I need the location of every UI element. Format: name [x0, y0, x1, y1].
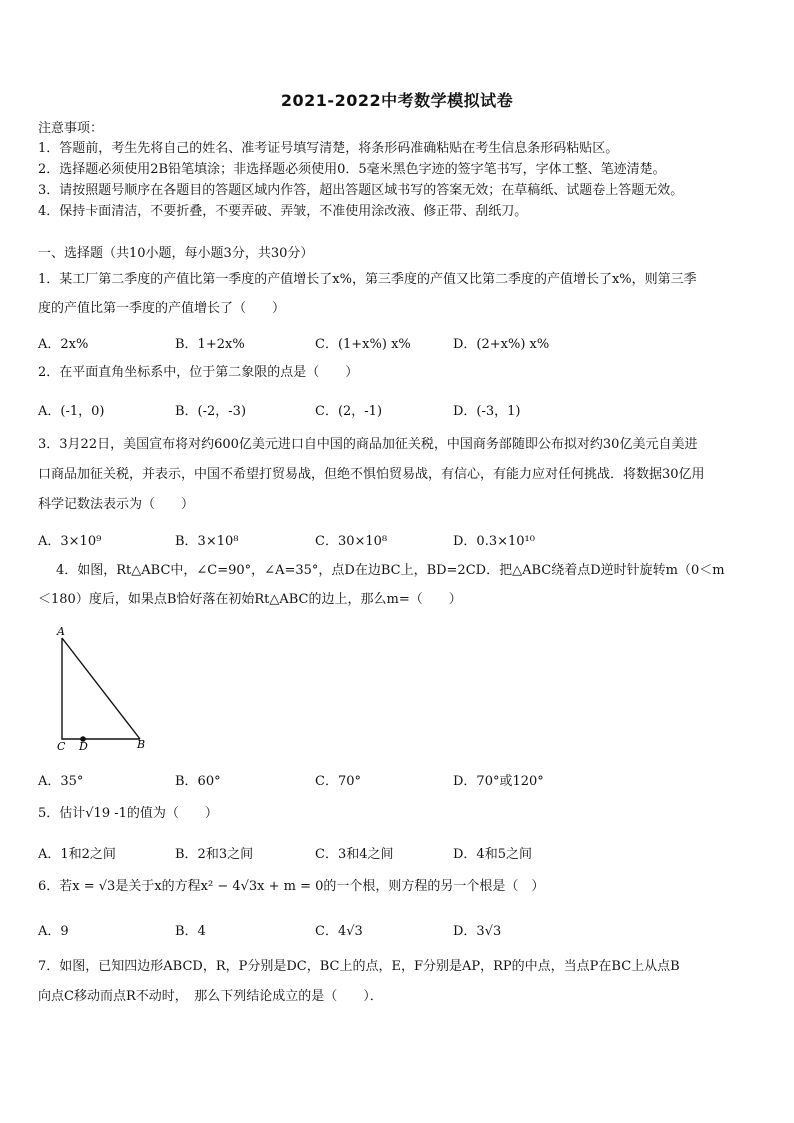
question-7-line-1: 7．如图，已知四边形ABCD，R，P分别是DC，BC上的点，E，F分别是AP，RP的中点，当点P在BC上从点B	[38, 959, 680, 974]
label-b: B	[137, 738, 146, 751]
question-3-option-a[interactable]: A．3×10⁹	[38, 534, 102, 549]
notice-item: 1．答题前，考生先将自己的姓名、准考证号填写清楚，将条形码准确粘贴在考生信息条形码粘贴区。	[38, 141, 619, 156]
exam-title: 2021-2022中考数学模拟试卷	[280, 91, 514, 110]
question-6-option-c[interactable]: C．4√3	[315, 924, 363, 939]
label-d: D	[79, 740, 88, 752]
question-3-option-b[interactable]: B．3×10⁸	[175, 534, 239, 549]
question-1-option-d[interactable]: D．(2+x%) x%	[453, 337, 550, 352]
label-c: C	[57, 740, 66, 752]
question-2-option-c[interactable]: C．(2，-1)	[315, 404, 383, 419]
question-2-option-b[interactable]: B．(-2，-3)	[175, 404, 247, 419]
question-5-option-c[interactable]: C．3和4之间	[315, 847, 394, 862]
section-heading: 一、选择题（共10小题，每小题3分，共30分）	[38, 246, 314, 261]
question-6-option-b[interactable]: B．4	[175, 924, 206, 939]
question-4-option-d[interactable]: D．70°或120°	[453, 774, 544, 789]
question-2-option-d[interactable]: D．(-3，1)	[453, 404, 521, 419]
question-4-option-c[interactable]: C．70°	[315, 774, 361, 789]
question-3-line-2: 口商品加征关税，并表示，中国不希望打贸易战，但绝不惧怕贸易战，有信心，有能力应对任何挑战．将数据30亿用	[38, 467, 705, 482]
question-1-option-c[interactable]: C．(1+x%) x%	[315, 337, 411, 352]
question-1-option-b[interactable]: B．1+2x%	[175, 337, 245, 352]
question-6-option-d[interactable]: D．3√3	[453, 924, 502, 939]
question-1-line-2: 度的产值比第一季度的产值增长了（ ）	[38, 301, 286, 316]
label-a: A	[57, 625, 65, 638]
question-3-option-c[interactable]: C．30×10⁸	[315, 534, 388, 549]
question-3-line-1: 3．3月22日，美国宣布将对约600亿美元进口自中国的商品加征关税，中国商务部随即公布拟对约30亿美元自美进	[38, 437, 698, 452]
question-5-option-d[interactable]: D．4和5之间	[453, 847, 532, 862]
notice-item: 3．请按照题号顺序在各题目的答题区域内作答，超出答题区域书写的答案无效；在草稿纸、试题卷上答题无效。	[38, 183, 684, 198]
question-5-line-1: 5．估计√19 -1的值为（ ）	[38, 806, 218, 821]
question-5-option-a[interactable]: A．1和2之间	[38, 847, 116, 862]
triangle-diagram	[48, 624, 152, 752]
question-4-option-a[interactable]: A．35°	[38, 774, 84, 789]
question-6-line-1: 6．若x = √3是关于x的方程x² − 4√3x + m = 0的一个根，则方程的另一个根是（ ）	[38, 879, 545, 894]
question-1-line-1: 1．某工厂第二季度的产值比第一季度的产值增长了x%，第三季度的产值又比第二季度的产值增长了x%，则第三季	[38, 272, 697, 287]
question-6-option-a[interactable]: A．9	[38, 924, 69, 939]
question-3-line-3: 科学记数法表示为（ ）	[38, 497, 195, 512]
notice-item: 2．选择题必须使用2B铅笔填涂；非选择题必须使用0．5毫米黑色字迹的签字笔书写，字体工整、笔迹清楚。	[38, 162, 666, 177]
triangle-figure	[48, 624, 152, 752]
question-4-line-1: 4．如图，Rt△ABC中，∠C=90°，∠A=35°，点D在边BC上，BD=2CD．把△ABC绕着点D逆时针旋转m（0＜m	[56, 563, 725, 578]
question-2-line-1: 2．在平面直角坐标系中，位于第二象限的点是（ ）	[38, 365, 359, 380]
triangle-hypotenuse	[62, 638, 140, 739]
question-1-option-a[interactable]: A．2x%	[38, 337, 89, 352]
question-4-option-b[interactable]: B．60°	[175, 774, 221, 789]
question-2-option-a[interactable]: A．(-1，0)	[38, 404, 105, 419]
question-5-option-b[interactable]: B．2和3之间	[175, 847, 254, 862]
question-4-line-2: ＜180）度后，如果点B恰好落在初始Rt△ABC的边上，那么m=（ ）	[38, 592, 462, 607]
question-7-line-2: 向点C移动而点R不动时， 那么下列结论成立的是（ ）．	[38, 989, 383, 1004]
question-3-option-d[interactable]: D．0.3×10¹⁰	[453, 534, 535, 549]
notice-heading: 注意事项：	[38, 121, 104, 136]
notice-item: 4．保持卡面清洁，不要折叠，不要弄破、弄皱，不准使用涂改液、修正带、刮纸刀。	[38, 204, 528, 219]
